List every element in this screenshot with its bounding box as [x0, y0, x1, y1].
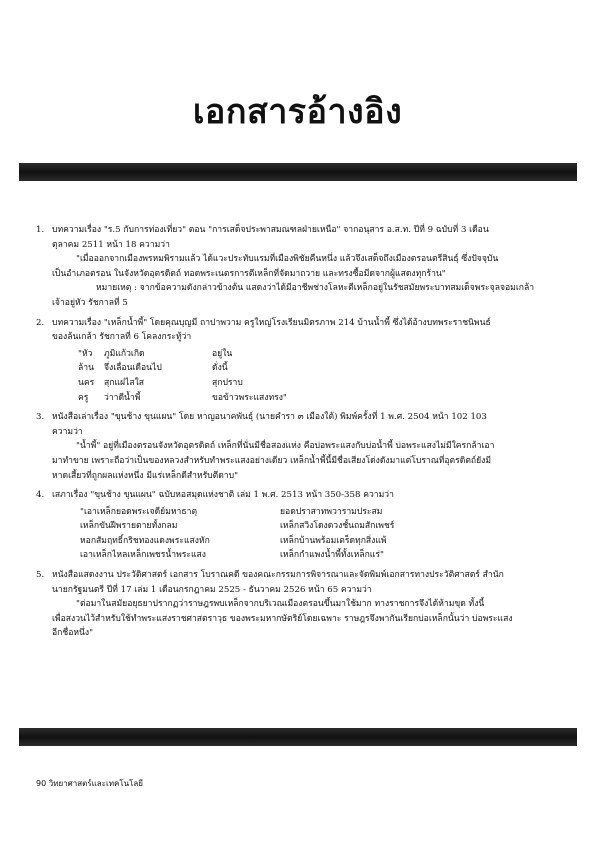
- page-footer: 90 วิทยาศาสตร์และเทคโนโลยี: [36, 779, 143, 788]
- reference-item-2: [36, 316, 556, 406]
- verse-cell: เหล็กกำแพงน้ำพี้ทั้งเหล็กแร่": [280, 550, 384, 561]
- reference-item-5: [36, 568, 556, 641]
- reference-line: ความว่า: [52, 426, 83, 437]
- quote-line: "เมื่อออกจากเมืองพรหมพิรามแล้ว ได้แวะประทับแรมที่เมืองพิชัยคืนหนึ่ง แล้วจึงเสด็จถึงเมืองตรอนตรีสินธุ์ ซึ่งปัจจุบัน: [76, 254, 499, 265]
- reference-number: 4.: [36, 490, 45, 501]
- verse-cell: "เอาเหล็กยอดพระเจดีย์มหาธาตุ: [80, 506, 198, 517]
- verse-cell: สุกปราบ: [212, 377, 243, 388]
- verse-cell: หอกสัมฤทธิ์กริชทองแดงพระแสงหัก: [80, 535, 210, 546]
- reference-item-4: [36, 488, 556, 563]
- verse-cell: ภูมิแก้วเกิด: [104, 348, 145, 359]
- quote-line: อีกชื่อหนึ่ง": [52, 628, 94, 639]
- poem-verse: [78, 347, 556, 405]
- reference-line: บทความเรื่อง "ร.5 กับการท่องเที่ยว" ตอน "การเสด็จประพาสมณฑลฝ่ายเหนือ" จากอนุสาร อ.ส.ท. ปีที่ 9 ฉบับที่ 3 เดือน: [52, 225, 489, 235]
- reference-line: เสภาเรื่อง "ขุนช้าง ขุนแผน" ฉบับหอสมุดแห่งชาติ เล่ม 1 พ.ศ. 2513 หน้า 350-358 ความว่า: [52, 490, 394, 501]
- reference-line: ของล้นเกล้า รัชกาลที่ 6 โคลงกระทู้ว่า: [52, 332, 192, 343]
- verse-cell: เหล็กขันฝีพรายตายทั้งกลม: [80, 521, 178, 532]
- verse-cell: "หัว: [78, 348, 93, 359]
- verse-cell: เอาเหล็กไหลเหล็กเพชรน้ำพระแสง: [80, 550, 206, 561]
- reference-item-1: [36, 223, 556, 311]
- quote-line: "น้ำพี้" อยู่ที่เมืองตรอนจังหวัดอุตรดิตถ์ เหล็กที่นั่นมีชื่อสองแห่ง คือบ่อพระแสงกับบ่อน้ำพี้ บ่อพระแสงไม่มีใครกล้าเอา: [76, 441, 495, 452]
- note-line: เจ้าอยู่หัว รัชกาลที่ 5: [52, 297, 128, 308]
- verse-cell: ดั่งนี้: [212, 363, 228, 374]
- verse-cell: ยอดปราสาทพวารามประสม: [280, 506, 383, 517]
- reference-line: หนังสือเล่าเรื่อง "ขุนช้าง ขุนแผน" โดย หาญอนาคพันธุ์ (นายคำรา ๓ เมืองใต้) พิมพ์ครั้งที่ 1 พ.ศ. 2504 หน้า 102 103: [52, 412, 487, 423]
- verse-cell: อยู่ใน: [212, 348, 233, 359]
- reference-line: บทความเรื่อง "เหล็กน้ำพี้" โดยคุณบุญมี ถาปาพวาม ครูใหญ่โรงเรียนมิตรภาพ 214 บ้านน้ำพี้ ซึ่งได้อ้างบทพระราชนิพนธ์: [52, 317, 491, 328]
- verse-cell: สุกแฝไสใส: [104, 377, 145, 388]
- verse-cell: เหล็กบ้านพร้อมเตร็ดทุกสิ่งแพ้: [280, 535, 387, 546]
- page-title: เอกสารอ้างอิง: [192, 92, 403, 132]
- verse-cell: ล้าน: [78, 363, 94, 374]
- reference-number: 5.: [36, 570, 45, 581]
- quote-line: "ต่อมาในสมัยอยุธยาปรากฏว่าราษฎรพบเหล็กจากบริเวณเมืองตรอนขึ้นมาใช้มาก ทางราชการจึงได้ห้ามขุด ทั้งนี้: [76, 599, 485, 610]
- header-divider-bar: [19, 163, 577, 181]
- reference-number: 3.: [36, 412, 45, 423]
- verse-cell: ว่าาดีน้ำพี้: [104, 392, 141, 403]
- poem-verse: [80, 505, 556, 563]
- reference-number: 2.: [36, 317, 45, 328]
- reference-line: นายกรัฐมนตรี ปีที่ 17 เล่ม 1 เดือนกรกฎาคม 2525 - ธันวาคม 2526 หน้า 65 ความว่า: [52, 584, 372, 595]
- note-line: หมายเหตุ : จากข้อความดังกล่าวข้างต้น แสดงว่าได้มีอาชีพช่างโลหะตีเหล็กอยู่ในรัชสมัยพระบาทสมเด็จพระจุลจอมเกล้า: [96, 283, 535, 294]
- reference-number: 1.: [36, 225, 45, 235]
- verse-cell: ครู: [78, 392, 89, 403]
- reference-item-3: [36, 410, 556, 483]
- verse-cell: จึ่งเลื่อนเดือนไป: [104, 363, 162, 374]
- quote-line: เพื่อสงวนไว้สำหรับใช้ทำพระแสงราชศาสตราวุธ ของพระมหากษัตริย์โดยเฉพาะ ราษฎรจึงพากันเรียกบ่อเหล็กนั้นว่า บ่อพระแสง: [52, 613, 513, 624]
- quote-line: มาทำขาย เพราะถือว่าเป็นของหลวงสำหรับทำพระแสงอย่างเดียว เหล็กน้ำพี้นี้มีชื่อเสียงโด่งดังมาแต่โบราณที่อุตรดิตถ์ยังมี: [52, 455, 492, 466]
- reference-line: หนังสือแสดงงาน ประวัติศาสตร์ เอกสาร โบราณคดี ของคณะกรรมการพิจารณาและจัดพิมพ์เอกสารทางประวัติศาสตร์ สำนัก: [52, 570, 504, 581]
- quote-line: เป็นอำเภอตรอน ในจังหวัดอุตรดิตถ์ ทอดพระเนตรการตีเหล็กที่จัดมาถวาย และทรงซื้อมีดจากผู้แสดงทุกร้าน": [52, 268, 446, 279]
- verse-cell: เหล็กสวิงโดงดวงชั้นถมสักเพชร์: [280, 521, 395, 532]
- footer-divider-bar: [19, 728, 577, 746]
- verse-cell: ขอข้าวพระแสงทรง": [212, 392, 287, 403]
- reference-list: [36, 223, 556, 646]
- reference-line: ตุลาคม 2511 หน้า 18 ความว่า: [52, 239, 170, 250]
- quote-line: หาดเสี้ยวที่ถูกผลแห่งหนึ่ง มีแร่เหล็กดีสำหรับตีดาบ": [52, 470, 239, 481]
- verse-cell: นคร: [78, 377, 95, 388]
